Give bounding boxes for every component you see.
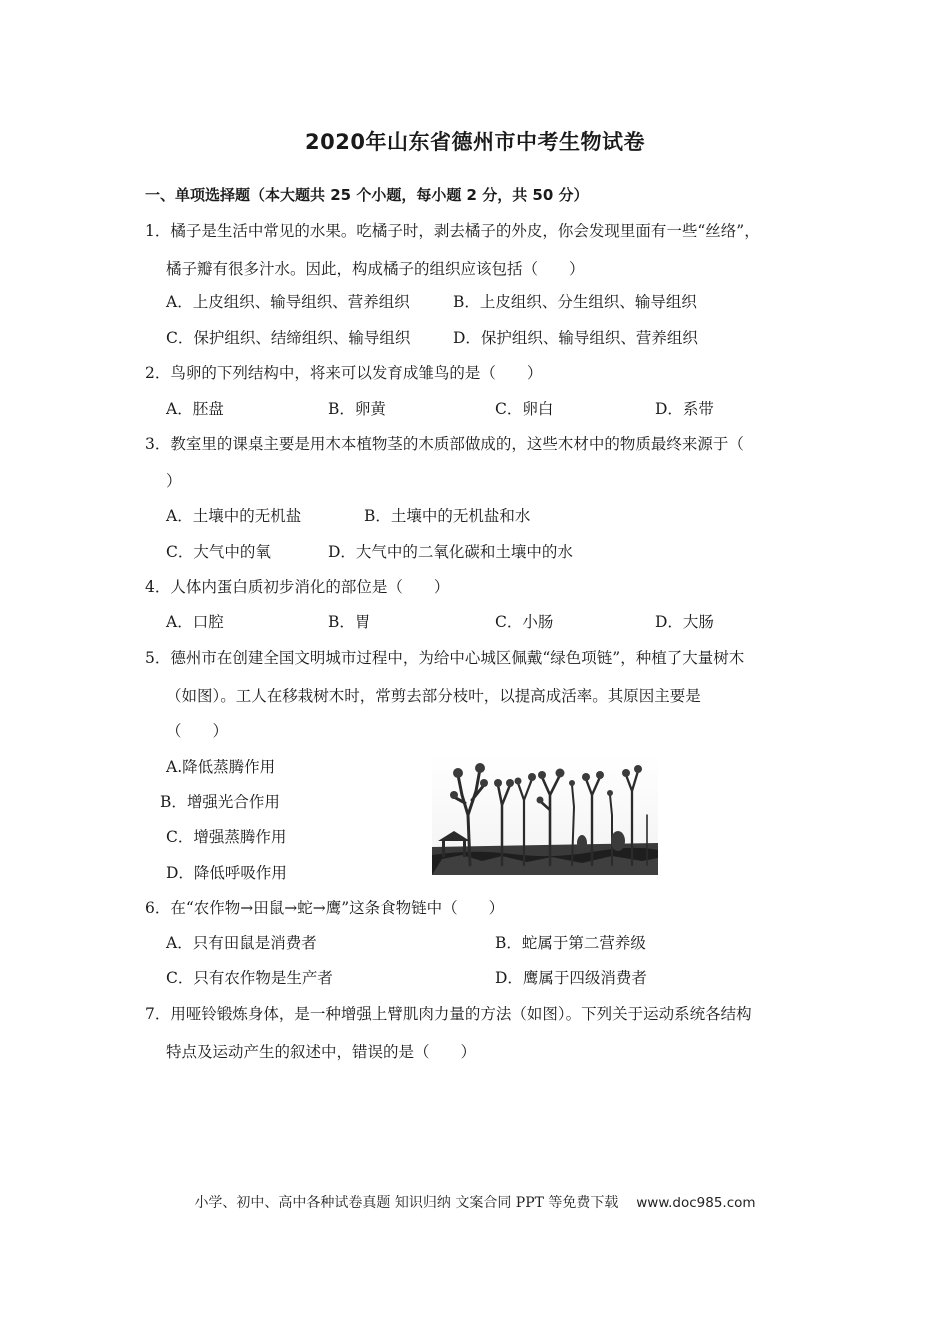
- question-5-option-a: A.降低蒸腾作用: [166, 758, 276, 776]
- question-1-option-c: C．保护组织、结缔组织、输导组织: [166, 329, 411, 347]
- question-2-option-c: C．卵白: [495, 400, 554, 418]
- question-2-line-1: 2．鸟卵的下列结构中，将来可以发育成雏鸟的是（ ）: [145, 364, 543, 382]
- question-6-option-b: B．蛇属于第二营养级: [495, 934, 646, 952]
- page-title: 2020年山东省德州市中考生物试卷: [305, 130, 645, 154]
- question-2-option-b: B．卵黄: [328, 400, 386, 418]
- question-3-option-b: B．土壤中的无机盐和水: [364, 507, 531, 525]
- question-6-line-1: 6．在“农作物→田鼠→蛇→鹰”这条食物链中（ ）: [145, 899, 505, 917]
- question-1-line-1: 1．橘子是生活中常见的水果。吃橘子时，剥去橘子的外皮，你会发现里面有一些“丝络”，: [145, 222, 760, 240]
- question-5-line-1: 5．德州市在创建全国文明城市过程中，为给中心城区佩戴“绿色项链”，种植了大量树木: [145, 649, 745, 667]
- question-4-option-a: A．口腔: [166, 613, 224, 631]
- question-5-option-c: C．增强蒸腾作用: [166, 828, 287, 846]
- question-2-option-d: D．系带: [655, 400, 714, 418]
- question-5-line-3: （ ）: [166, 722, 229, 740]
- question-3-line-1: 3．教室里的课桌主要是用木本植物茎的木质部做成的，这些木材中的物质最终来源于（: [145, 435, 744, 453]
- question-6-option-d: D．鹰属于四级消费者: [495, 969, 647, 987]
- question-1-option-d: D．保护组织、输导组织、营养组织: [453, 329, 698, 347]
- question-3-line-2: ）: [166, 472, 182, 490]
- question-4-option-b: B．胃: [328, 613, 371, 631]
- question-4-line-1: 4．人体内蛋白质初步消化的部位是（ ）: [145, 578, 450, 596]
- question-2-option-a: A．胚盘: [166, 400, 224, 418]
- footer-text: 小学、初中、高中各种试卷真题 知识归纳 文案合同 PPT 等免费下载: [194, 1195, 619, 1211]
- question-5-option-d: D．降低呼吸作用: [166, 864, 287, 882]
- question-1-option-a: A．上皮组织、输导组织、营养组织: [166, 293, 410, 311]
- page-footer: [0, 1192, 950, 1212]
- question-3-option-d: D．大气中的二氧化碳和土壤中的水: [328, 543, 573, 561]
- question-4-option-c: C．小肠: [495, 613, 554, 631]
- section-heading: 一、单项选择题（本大题共 25 个小题，每小题 2 分，共 50 分）: [145, 186, 589, 204]
- question-6-option-c: C．只有农作物是生产者: [166, 969, 333, 987]
- question-1-line-2: 橘子瓣有很多汁水。因此，构成橘子的组织应该包括（ ）: [166, 260, 585, 278]
- question-1-option-b: B．上皮组织、分生组织、输导组织: [453, 293, 697, 311]
- footer-url[interactable]: www.doc985.com: [636, 1195, 756, 1211]
- question-7-line-1: 7．用哑铃锻炼身体，是一种增强上臂肌肉力量的方法（如图）。下列关于运动系统各结构: [145, 1005, 752, 1023]
- question-3-option-a: A．土壤中的无机盐: [166, 507, 302, 525]
- question-5-line-2: （如图）。工人在移栽树木时，常剪去部分枝叶，以提高成活率。其原因主要是: [166, 687, 701, 705]
- question-3-option-c: C．大气中的氧: [166, 543, 271, 561]
- question-5-option-b: B．增强光合作用: [160, 793, 280, 811]
- question-6-option-a: A．只有田鼠是消费者: [166, 934, 317, 952]
- question-7-line-2: 特点及运动产生的叙述中，错误的是（ ）: [166, 1043, 477, 1061]
- question-4-option-d: D．大肠: [655, 613, 714, 631]
- pruned-trees-photo: [432, 755, 658, 875]
